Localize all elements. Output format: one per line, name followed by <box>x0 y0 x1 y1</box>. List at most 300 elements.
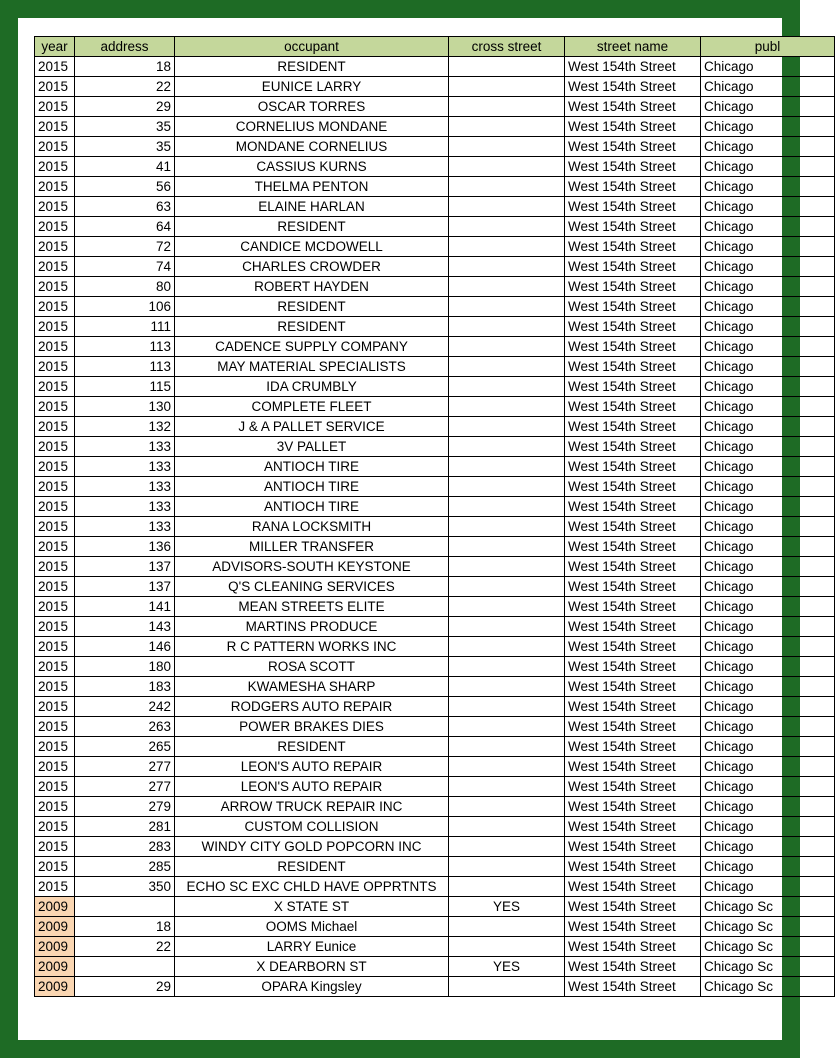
address-cell[interactable]: 18 <box>75 917 175 937</box>
cross-street-cell[interactable] <box>449 437 565 457</box>
street-name-cell[interactable]: West 154th Street <box>565 837 701 857</box>
street-name-cell[interactable]: West 154th Street <box>565 877 701 897</box>
address-cell[interactable]: 22 <box>75 77 175 97</box>
occupant-cell[interactable]: RANA LOCKSMITH <box>175 517 449 537</box>
occupant-cell[interactable]: CANDICE MCDOWELL <box>175 237 449 257</box>
year-cell[interactable]: 2015 <box>35 397 75 417</box>
publication-cell[interactable]: Chicago <box>701 137 835 157</box>
address-cell[interactable]: 146 <box>75 637 175 657</box>
publication-cell[interactable]: Chicago <box>701 57 835 77</box>
table-row <box>35 317 835 337</box>
occupant-cell[interactable]: WINDY CITY GOLD POPCORN INC <box>175 837 449 857</box>
year-cell[interactable]: 2015 <box>35 237 75 257</box>
address-cell[interactable]: 183 <box>75 677 175 697</box>
year-cell[interactable]: 2015 <box>35 837 75 857</box>
street-name-cell[interactable]: West 154th Street <box>565 817 701 837</box>
directory-table <box>34 36 835 997</box>
address-cell[interactable]: 74 <box>75 257 175 277</box>
street-name-cell[interactable]: West 154th Street <box>565 257 701 277</box>
address-cell[interactable]: 22 <box>75 937 175 957</box>
year-cell[interactable]: 2015 <box>35 697 75 717</box>
year-cell[interactable]: 2015 <box>35 657 75 677</box>
table-row <box>35 137 835 157</box>
address-cell[interactable]: 265 <box>75 737 175 757</box>
occupant-cell[interactable]: MARTINS PRODUCE <box>175 617 449 637</box>
cross-street-cell[interactable] <box>449 257 565 277</box>
year-cell[interactable]: 2015 <box>35 117 75 137</box>
cross-street-cell[interactable] <box>449 777 565 797</box>
street-name-cell[interactable]: West 154th Street <box>565 97 701 117</box>
address-cell[interactable]: 80 <box>75 277 175 297</box>
street-name-cell[interactable]: West 154th Street <box>565 737 701 757</box>
occupant-cell[interactable]: KWAMESHA SHARP <box>175 677 449 697</box>
publication-cell[interactable]: Chicago <box>701 837 835 857</box>
publication-cell[interactable]: Chicago <box>701 677 835 697</box>
street-name-cell[interactable]: West 154th Street <box>565 197 701 217</box>
occupant-cell[interactable]: ANTIOCH TIRE <box>175 477 449 497</box>
address-cell[interactable] <box>75 957 175 977</box>
year-cell[interactable]: 2015 <box>35 857 75 877</box>
cross-street-cell[interactable] <box>449 917 565 937</box>
year-cell[interactable]: 2015 <box>35 297 75 317</box>
publication-cell[interactable]: Chicago <box>701 497 835 517</box>
occupant-cell[interactable]: Q'S CLEANING SERVICES <box>175 577 449 597</box>
table-row <box>35 457 835 477</box>
street-name-cell[interactable]: West 154th Street <box>565 617 701 637</box>
year-cell[interactable]: 2015 <box>35 157 75 177</box>
publication-cell[interactable]: Chicago <box>701 197 835 217</box>
occupant-cell[interactable]: RESIDENT <box>175 297 449 317</box>
address-cell[interactable]: 64 <box>75 217 175 237</box>
table-row <box>35 217 835 237</box>
street-name-cell[interactable]: West 154th Street <box>565 677 701 697</box>
year-cell[interactable]: 2015 <box>35 177 75 197</box>
address-cell[interactable]: 133 <box>75 477 175 497</box>
address-cell[interactable]: 277 <box>75 777 175 797</box>
occupant-cell[interactable]: X STATE ST <box>175 897 449 917</box>
occupant-cell[interactable]: IDA CRUMBLY <box>175 377 449 397</box>
occupant-cell[interactable]: COMPLETE FLEET <box>175 397 449 417</box>
street-name-cell[interactable]: West 154th Street <box>565 377 701 397</box>
column-header-cross-street[interactable]: cross street <box>449 37 565 57</box>
occupant-cell[interactable]: RESIDENT <box>175 857 449 877</box>
cross-street-cell[interactable] <box>449 697 565 717</box>
cross-street-cell[interactable] <box>449 857 565 877</box>
year-cell[interactable]: 2015 <box>35 457 75 477</box>
cross-street-cell[interactable] <box>449 477 565 497</box>
cross-street-cell[interactable] <box>449 117 565 137</box>
occupant-cell[interactable]: MAY MATERIAL SPECIALISTS <box>175 357 449 377</box>
occupant-cell[interactable]: ANTIOCH TIRE <box>175 457 449 477</box>
column-header-publication[interactable]: publ <box>701 37 835 57</box>
year-cell[interactable]: 2015 <box>35 517 75 537</box>
address-cell[interactable]: 72 <box>75 237 175 257</box>
street-name-cell[interactable]: West 154th Street <box>565 697 701 717</box>
address-cell[interactable]: 137 <box>75 557 175 577</box>
address-cell[interactable]: 111 <box>75 317 175 337</box>
year-cell[interactable]: 2015 <box>35 437 75 457</box>
year-cell[interactable]: 2015 <box>35 97 75 117</box>
publication-cell[interactable]: Chicago <box>701 97 835 117</box>
cross-street-cell[interactable] <box>449 417 565 437</box>
publication-cell[interactable]: Chicago <box>701 437 835 457</box>
address-cell[interactable]: 141 <box>75 597 175 617</box>
cross-street-cell[interactable] <box>449 137 565 157</box>
occupant-cell[interactable]: CASSIUS KURNS <box>175 157 449 177</box>
publication-cell[interactable]: Chicago <box>701 797 835 817</box>
street-name-cell[interactable]: West 154th Street <box>565 937 701 957</box>
year-cell[interactable]: 2015 <box>35 777 75 797</box>
publication-cell[interactable]: Chicago <box>701 537 835 557</box>
occupant-cell[interactable]: R C PATTERN WORKS INC <box>175 637 449 657</box>
year-cell[interactable]: 2015 <box>35 737 75 757</box>
occupant-cell[interactable]: RESIDENT <box>175 317 449 337</box>
publication-cell[interactable]: Chicago <box>701 177 835 197</box>
cross-street-cell[interactable] <box>449 457 565 477</box>
year-cell[interactable]: 2015 <box>35 757 75 777</box>
address-cell[interactable]: 350 <box>75 877 175 897</box>
occupant-cell[interactable]: CHARLES CROWDER <box>175 257 449 277</box>
street-name-cell[interactable]: West 154th Street <box>565 457 701 477</box>
occupant-cell[interactable]: MONDANE CORNELIUS <box>175 137 449 157</box>
occupant-cell[interactable]: ANTIOCH TIRE <box>175 497 449 517</box>
address-cell[interactable]: 180 <box>75 657 175 677</box>
publication-cell[interactable]: Chicago <box>701 597 835 617</box>
address-cell[interactable]: 56 <box>75 177 175 197</box>
address-cell[interactable]: 143 <box>75 617 175 637</box>
publication-cell[interactable]: Chicago <box>701 257 835 277</box>
publication-cell[interactable]: Chicago <box>701 757 835 777</box>
column-header-address[interactable]: address <box>75 37 175 57</box>
street-name-cell[interactable]: West 154th Street <box>565 537 701 557</box>
table-row <box>35 57 835 77</box>
cross-street-cell[interactable] <box>449 97 565 117</box>
address-cell[interactable]: 279 <box>75 797 175 817</box>
street-name-cell[interactable]: West 154th Street <box>565 57 701 77</box>
cross-street-cell[interactable] <box>449 937 565 957</box>
address-cell[interactable]: 29 <box>75 97 175 117</box>
occupant-cell[interactable]: OSCAR TORRES <box>175 97 449 117</box>
address-cell[interactable]: 106 <box>75 297 175 317</box>
year-cell[interactable]: 2015 <box>35 417 75 437</box>
year-cell[interactable]: 2015 <box>35 217 75 237</box>
publication-cell[interactable]: Chicago Sc <box>701 917 835 937</box>
street-name-cell[interactable]: West 154th Street <box>565 797 701 817</box>
address-cell[interactable]: 133 <box>75 497 175 517</box>
street-name-cell[interactable]: West 154th Street <box>565 137 701 157</box>
street-name-cell[interactable]: West 154th Street <box>565 757 701 777</box>
street-name-cell[interactable]: West 154th Street <box>565 357 701 377</box>
street-name-cell[interactable]: West 154th Street <box>565 857 701 877</box>
cross-street-cell[interactable] <box>449 577 565 597</box>
address-cell[interactable]: 137 <box>75 577 175 597</box>
publication-cell[interactable]: Chicago <box>701 777 835 797</box>
cross-street-cell[interactable] <box>449 337 565 357</box>
address-cell[interactable]: 115 <box>75 377 175 397</box>
street-name-cell[interactable]: West 154th Street <box>565 477 701 497</box>
publication-cell[interactable]: Chicago <box>701 277 835 297</box>
occupant-cell[interactable]: RODGERS AUTO REPAIR <box>175 697 449 717</box>
occupant-cell[interactable]: RESIDENT <box>175 737 449 757</box>
cross-street-cell[interactable] <box>449 797 565 817</box>
year-cell[interactable]: 2015 <box>35 817 75 837</box>
street-name-cell[interactable]: West 154th Street <box>565 957 701 977</box>
year-cell[interactable]: 2015 <box>35 377 75 397</box>
publication-cell[interactable]: Chicago Sc <box>701 977 835 997</box>
occupant-cell[interactable]: 3V PALLET <box>175 437 449 457</box>
cross-street-cell[interactable] <box>449 617 565 637</box>
street-name-cell[interactable]: West 154th Street <box>565 157 701 177</box>
year-cell[interactable]: 2015 <box>35 557 75 577</box>
occupant-cell[interactable]: MEAN STREETS ELITE <box>175 597 449 617</box>
cross-street-cell[interactable] <box>449 637 565 657</box>
address-cell[interactable]: 29 <box>75 977 175 997</box>
street-name-cell[interactable]: West 154th Street <box>565 437 701 457</box>
address-cell[interactable]: 130 <box>75 397 175 417</box>
publication-cell[interactable]: Chicago <box>701 297 835 317</box>
publication-cell[interactable]: Chicago <box>701 237 835 257</box>
year-cell[interactable]: 2015 <box>35 477 75 497</box>
publication-cell[interactable]: Chicago <box>701 377 835 397</box>
cross-street-cell[interactable] <box>449 237 565 257</box>
table-row <box>35 957 835 977</box>
occupant-cell[interactable]: OPARA Kingsley <box>175 977 449 997</box>
cross-street-cell[interactable]: YES <box>449 897 565 917</box>
cross-street-cell[interactable] <box>449 677 565 697</box>
cross-street-cell[interactable] <box>449 657 565 677</box>
street-name-cell[interactable]: West 154th Street <box>565 517 701 537</box>
street-name-cell[interactable]: West 154th Street <box>565 297 701 317</box>
street-name-cell[interactable]: West 154th Street <box>565 397 701 417</box>
cross-street-cell[interactable] <box>449 297 565 317</box>
publication-cell[interactable]: Chicago <box>701 117 835 137</box>
cross-street-cell[interactable] <box>449 277 565 297</box>
publication-cell[interactable]: Chicago <box>701 877 835 897</box>
address-cell[interactable]: 35 <box>75 117 175 137</box>
publication-cell[interactable]: Chicago <box>701 77 835 97</box>
street-name-cell[interactable]: West 154th Street <box>565 317 701 337</box>
publication-cell[interactable]: Chicago <box>701 617 835 637</box>
address-cell[interactable]: 133 <box>75 517 175 537</box>
occupant-cell[interactable]: LEON'S AUTO REPAIR <box>175 777 449 797</box>
column-header-occupant[interactable]: occupant <box>175 37 449 57</box>
address-cell[interactable]: 132 <box>75 417 175 437</box>
year-cell[interactable]: 2015 <box>35 357 75 377</box>
cross-street-cell[interactable] <box>449 977 565 997</box>
occupant-cell[interactable]: RESIDENT <box>175 57 449 77</box>
year-cell[interactable]: 2015 <box>35 57 75 77</box>
cross-street-cell[interactable] <box>449 57 565 77</box>
street-name-cell[interactable]: West 154th Street <box>565 337 701 357</box>
cross-street-cell[interactable] <box>449 77 565 97</box>
cross-street-cell[interactable] <box>449 177 565 197</box>
year-cell[interactable]: 2015 <box>35 797 75 817</box>
publication-cell[interactable]: Chicago <box>701 457 835 477</box>
year-cell[interactable]: 2015 <box>35 77 75 97</box>
address-cell[interactable]: 63 <box>75 197 175 217</box>
year-cell[interactable]: 2015 <box>35 617 75 637</box>
address-cell[interactable]: 281 <box>75 817 175 837</box>
street-name-cell[interactable]: West 154th Street <box>565 777 701 797</box>
street-name-cell[interactable]: West 154th Street <box>565 597 701 617</box>
occupant-cell[interactable]: ROBERT HAYDEN <box>175 277 449 297</box>
cross-street-cell[interactable] <box>449 737 565 757</box>
year-cell[interactable]: 2015 <box>35 637 75 657</box>
cross-street-cell[interactable]: YES <box>449 957 565 977</box>
year-cell[interactable]: 2009 <box>35 917 75 937</box>
street-name-cell[interactable]: West 154th Street <box>565 557 701 577</box>
publication-cell[interactable]: Chicago <box>701 817 835 837</box>
year-cell[interactable]: 2015 <box>35 277 75 297</box>
publication-cell[interactable]: Chicago Sc <box>701 957 835 977</box>
year-cell[interactable]: 2009 <box>35 897 75 917</box>
table-row <box>35 477 835 497</box>
address-cell[interactable]: 263 <box>75 717 175 737</box>
street-name-cell[interactable]: West 154th Street <box>565 637 701 657</box>
column-header-year[interactable]: year <box>35 37 75 57</box>
street-name-cell[interactable]: West 154th Street <box>565 497 701 517</box>
street-name-cell[interactable]: West 154th Street <box>565 717 701 737</box>
publication-cell[interactable]: Chicago <box>701 657 835 677</box>
occupant-cell[interactable]: J & A PALLET SERVICE <box>175 417 449 437</box>
publication-cell[interactable]: Chicago <box>701 477 835 497</box>
occupant-cell[interactable]: X DEARBORN ST <box>175 957 449 977</box>
occupant-cell[interactable]: CADENCE SUPPLY COMPANY <box>175 337 449 357</box>
publication-cell[interactable]: Chicago <box>701 517 835 537</box>
occupant-cell[interactable]: ELAINE HARLAN <box>175 197 449 217</box>
occupant-cell[interactable]: MILLER TRANSFER <box>175 537 449 557</box>
publication-cell[interactable]: Chicago <box>701 637 835 657</box>
street-name-cell[interactable]: West 154th Street <box>565 277 701 297</box>
publication-cell[interactable]: Chicago <box>701 397 835 417</box>
publication-cell[interactable]: Chicago <box>701 697 835 717</box>
year-cell[interactable]: 2015 <box>35 577 75 597</box>
year-cell[interactable]: 2009 <box>35 957 75 977</box>
address-cell[interactable]: 136 <box>75 537 175 557</box>
occupant-cell[interactable]: RESIDENT <box>175 217 449 237</box>
cross-street-cell[interactable] <box>449 557 565 577</box>
column-header-street-name[interactable]: street name <box>565 37 701 57</box>
publication-cell[interactable]: Chicago <box>701 417 835 437</box>
publication-cell[interactable]: Chicago Sc <box>701 937 835 957</box>
street-name-cell[interactable]: West 154th Street <box>565 217 701 237</box>
address-cell[interactable]: 133 <box>75 457 175 477</box>
cross-street-cell[interactable] <box>449 837 565 857</box>
publication-cell[interactable]: Chicago <box>701 737 835 757</box>
cross-street-cell[interactable] <box>449 497 565 517</box>
occupant-cell[interactable]: ADVISORS-SOUTH KEYSTONE <box>175 557 449 577</box>
occupant-cell[interactable]: ROSA SCOTT <box>175 657 449 677</box>
year-cell[interactable]: 2015 <box>35 337 75 357</box>
table-row <box>35 857 835 877</box>
occupant-cell[interactable]: CUSTOM COLLISION <box>175 817 449 837</box>
address-cell[interactable]: 283 <box>75 837 175 857</box>
street-name-cell[interactable]: West 154th Street <box>565 897 701 917</box>
street-name-cell[interactable]: West 154th Street <box>565 177 701 197</box>
occupant-cell[interactable]: CORNELIUS MONDANE <box>175 117 449 137</box>
publication-cell[interactable]: Chicago <box>701 557 835 577</box>
publication-cell[interactable]: Chicago <box>701 717 835 737</box>
address-cell[interactable]: 113 <box>75 337 175 357</box>
year-cell[interactable]: 2015 <box>35 597 75 617</box>
cross-street-cell[interactable] <box>449 757 565 777</box>
year-cell[interactable]: 2015 <box>35 257 75 277</box>
publication-cell[interactable]: Chicago <box>701 337 835 357</box>
cross-street-cell[interactable] <box>449 197 565 217</box>
occupant-cell[interactable]: LARRY Eunice <box>175 937 449 957</box>
address-cell[interactable]: 133 <box>75 437 175 457</box>
address-cell[interactable]: 277 <box>75 757 175 777</box>
occupant-cell[interactable]: ECHO SC EXC CHLD HAVE OPPRTNTS <box>175 877 449 897</box>
street-name-cell[interactable]: West 154th Street <box>565 237 701 257</box>
cross-street-cell[interactable] <box>449 717 565 737</box>
publication-cell[interactable]: Chicago <box>701 157 835 177</box>
street-name-cell[interactable]: West 154th Street <box>565 657 701 677</box>
address-cell[interactable]: 242 <box>75 697 175 717</box>
address-cell[interactable]: 41 <box>75 157 175 177</box>
cross-street-cell[interactable] <box>449 397 565 417</box>
cross-street-cell[interactable] <box>449 877 565 897</box>
address-cell[interactable] <box>75 897 175 917</box>
publication-cell[interactable]: Chicago <box>701 317 835 337</box>
street-name-cell[interactable]: West 154th Street <box>565 417 701 437</box>
street-name-cell[interactable]: West 154th Street <box>565 577 701 597</box>
occupant-cell[interactable]: OOMS Michael <box>175 917 449 937</box>
table-row <box>35 717 835 737</box>
publication-cell[interactable]: Chicago <box>701 357 835 377</box>
cross-street-cell[interactable] <box>449 157 565 177</box>
year-cell[interactable]: 2015 <box>35 137 75 157</box>
street-name-cell[interactable]: West 154th Street <box>565 977 701 997</box>
publication-cell[interactable]: Chicago <box>701 217 835 237</box>
occupant-cell[interactable]: LEON'S AUTO REPAIR <box>175 757 449 777</box>
occupant-cell[interactable]: THELMA PENTON <box>175 177 449 197</box>
cross-street-cell[interactable] <box>449 357 565 377</box>
cross-street-cell[interactable] <box>449 817 565 837</box>
cross-street-cell[interactable] <box>449 537 565 557</box>
year-cell[interactable]: 2015 <box>35 537 75 557</box>
street-name-cell[interactable]: West 154th Street <box>565 917 701 937</box>
year-cell[interactable]: 2015 <box>35 717 75 737</box>
year-cell[interactable]: 2015 <box>35 197 75 217</box>
street-name-cell[interactable]: West 154th Street <box>565 117 701 137</box>
street-name-cell[interactable]: West 154th Street <box>565 77 701 97</box>
year-cell[interactable]: 2015 <box>35 877 75 897</box>
cross-street-cell[interactable] <box>449 217 565 237</box>
year-cell[interactable]: 2015 <box>35 317 75 337</box>
cross-street-cell[interactable] <box>449 597 565 617</box>
occupant-cell[interactable]: POWER BRAKES DIES <box>175 717 449 737</box>
year-cell[interactable]: 2009 <box>35 977 75 997</box>
occupant-cell[interactable]: EUNICE LARRY <box>175 77 449 97</box>
year-cell[interactable]: 2009 <box>35 937 75 957</box>
address-cell[interactable]: 35 <box>75 137 175 157</box>
year-cell[interactable]: 2015 <box>35 497 75 517</box>
year-cell[interactable]: 2015 <box>35 677 75 697</box>
publication-cell[interactable]: Chicago <box>701 577 835 597</box>
cross-street-cell[interactable] <box>449 377 565 397</box>
table-row <box>35 777 835 797</box>
occupant-cell[interactable]: ARROW TRUCK REPAIR INC <box>175 797 449 817</box>
cross-street-cell[interactable] <box>449 517 565 537</box>
publication-cell[interactable]: Chicago <box>701 857 835 877</box>
table-row <box>35 377 835 397</box>
address-cell[interactable]: 285 <box>75 857 175 877</box>
cross-street-cell[interactable] <box>449 317 565 337</box>
publication-cell[interactable]: Chicago Sc <box>701 897 835 917</box>
address-cell[interactable]: 18 <box>75 57 175 77</box>
address-cell[interactable]: 113 <box>75 357 175 377</box>
